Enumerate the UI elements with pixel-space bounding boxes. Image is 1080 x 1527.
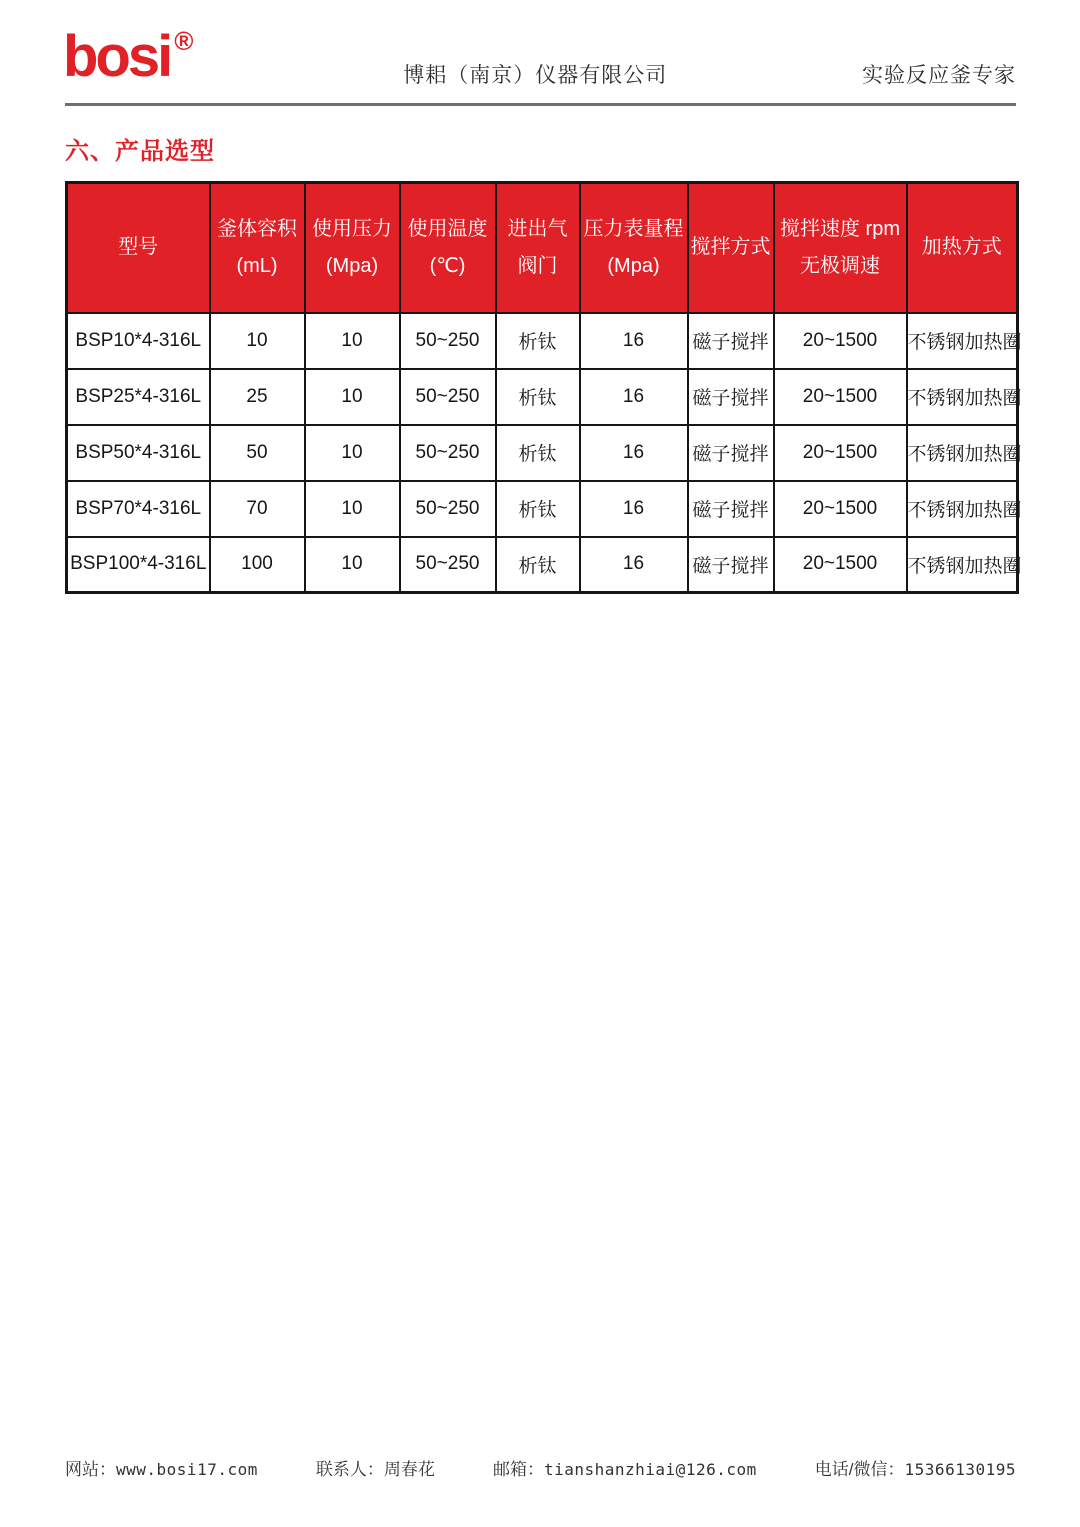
- logo-text: bosi: [63, 24, 171, 89]
- cell-model: BSP70*4-316L: [67, 481, 210, 537]
- cell-stir-speed: 20~1500: [774, 313, 907, 369]
- cell-stir-method: 磁子搅拌: [688, 537, 774, 593]
- page-header: [65, 0, 1016, 103]
- cell-valve: 析钛: [496, 537, 580, 593]
- cell-heating: 不锈钢加热圈: [907, 537, 1018, 593]
- table-row: [67, 425, 1018, 481]
- footer-phone: [815, 1455, 1016, 1480]
- column-header-temperature: 使用温度 (℃): [400, 183, 496, 313]
- cell-stir-speed: 20~1500: [774, 481, 907, 537]
- footer-email-value: tianshanzhiai@126.com: [543, 1460, 757, 1479]
- cell-gauge-range: 16: [580, 313, 688, 369]
- cell-pressure: 10: [305, 537, 400, 593]
- cell-gauge-range: 16: [580, 425, 688, 481]
- table-row: [67, 313, 1018, 369]
- page-footer: [65, 1455, 1016, 1480]
- footer-contact-person: [316, 1455, 435, 1480]
- cell-heating: 不锈钢加热圈: [907, 369, 1018, 425]
- column-header-volume: 釜体容积 (mL): [210, 183, 305, 313]
- company-name: 博耜（南京）仪器有限公司: [403, 64, 668, 87]
- cell-pressure: 10: [305, 481, 400, 537]
- table-row: [67, 481, 1018, 537]
- cell-heating: 不锈钢加热圈: [907, 313, 1018, 369]
- cell-stir-method: 磁子搅拌: [688, 425, 774, 481]
- column-header-pressure: 使用压力 (Mpa): [305, 183, 400, 313]
- cell-temperature: 50~250: [400, 425, 496, 481]
- column-header-heating: 加热方式: [907, 183, 1018, 313]
- cell-gauge-range: 16: [580, 481, 688, 537]
- bosi-logo: [63, 24, 194, 89]
- footer-website-label: 网站：: [65, 1460, 116, 1479]
- cell-gauge-range: 16: [580, 369, 688, 425]
- header-tagline: 实验反应釜专家: [862, 64, 1016, 87]
- cell-volume: 70: [210, 481, 305, 537]
- cell-valve: 析钛: [496, 369, 580, 425]
- table-row: [67, 537, 1018, 593]
- cell-temperature: 50~250: [400, 313, 496, 369]
- cell-stir-speed: 20~1500: [774, 537, 907, 593]
- cell-temperature: 50~250: [400, 369, 496, 425]
- cell-model: BSP10*4-316L: [67, 313, 210, 369]
- cell-heating: 不锈钢加热圈: [907, 481, 1018, 537]
- cell-valve: 析钛: [496, 481, 580, 537]
- cell-model: BSP25*4-316L: [67, 369, 210, 425]
- cell-volume: 50: [210, 425, 305, 481]
- column-header-stir-method: 搅拌方式: [688, 183, 774, 313]
- product-selection-table: [65, 181, 1022, 594]
- column-header-valve: 进出气 阀门: [496, 183, 580, 313]
- cell-pressure: 10: [305, 369, 400, 425]
- column-header-model: 型号: [67, 183, 210, 313]
- section-title: 六、产品选型: [65, 138, 215, 165]
- cell-model: BSP100*4-316L: [67, 537, 210, 593]
- cell-volume: 25: [210, 369, 305, 425]
- cell-stir-speed: 20~1500: [774, 425, 907, 481]
- footer-phone-value: 15366130195: [904, 1460, 1016, 1479]
- footer-email-label: 邮箱：: [492, 1460, 544, 1479]
- footer-contact-value: 周春花: [383, 1460, 435, 1479]
- cell-heating: 不锈钢加热圈: [907, 425, 1018, 481]
- cell-pressure: 10: [305, 425, 400, 481]
- cell-temperature: 50~250: [400, 481, 496, 537]
- header-divider: [65, 103, 1016, 106]
- cell-valve: 析钛: [496, 425, 580, 481]
- column-header-stir-speed: 搅拌速度 rpm 无极调速: [774, 183, 907, 313]
- cell-stir-method: 磁子搅拌: [688, 481, 774, 537]
- registered-trademark-icon: ®: [174, 26, 194, 56]
- footer-website: [65, 1455, 258, 1480]
- footer-contact-label: 联系人：: [315, 1460, 384, 1479]
- cell-valve: 析钛: [496, 313, 580, 369]
- cell-stir-speed: 20~1500: [774, 369, 907, 425]
- footer-phone-label: 电话/微信：: [814, 1460, 905, 1479]
- table-row: [67, 369, 1018, 425]
- cell-stir-method: 磁子搅拌: [688, 369, 774, 425]
- table-header-row: [67, 183, 1018, 313]
- cell-gauge-range: 16: [580, 537, 688, 593]
- cell-stir-method: 磁子搅拌: [688, 313, 774, 369]
- cell-volume: 100: [210, 537, 305, 593]
- column-header-gauge-range: 压力表量程 (Mpa): [580, 183, 688, 313]
- footer-email: [493, 1455, 757, 1480]
- cell-pressure: 10: [305, 313, 400, 369]
- cell-volume: 10: [210, 313, 305, 369]
- cell-model: BSP50*4-316L: [67, 425, 210, 481]
- footer-website-value: www.bosi17.com: [116, 1460, 258, 1479]
- cell-temperature: 50~250: [400, 537, 496, 593]
